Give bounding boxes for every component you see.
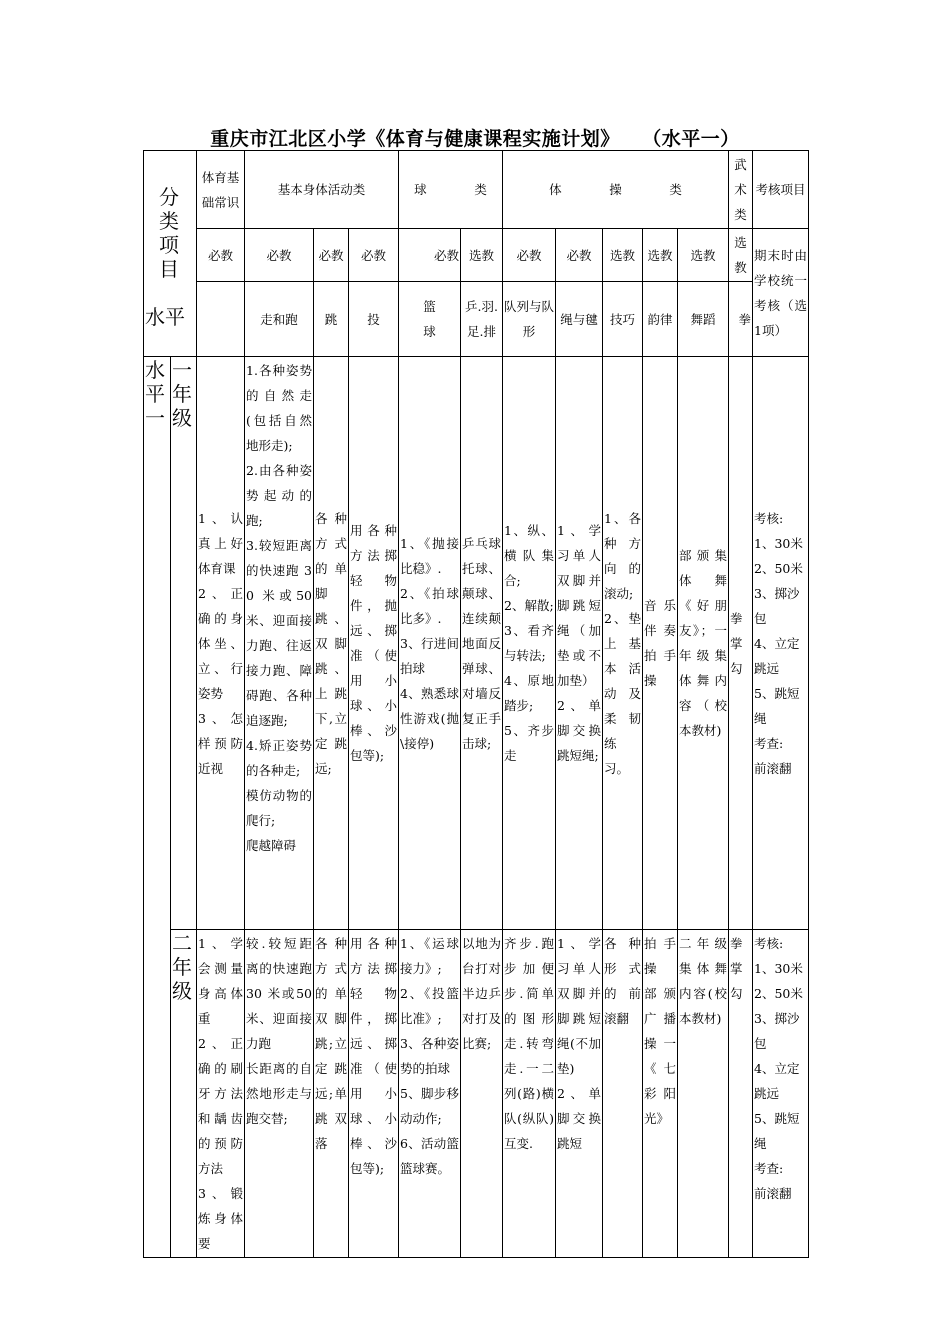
item-dance: 舞蹈 bbox=[678, 282, 729, 357]
type-dance: 选教 bbox=[678, 229, 729, 282]
grade-1-jump: 各种方式的单脚跳、双脚跳、上跳下,立定跳远; bbox=[314, 357, 349, 930]
type-formation: 必教 bbox=[503, 229, 556, 282]
grade-2-walk-run: 较.较短距离的快速跑 30 米或50米、迎面接力跑 长距离的自然地形走与跑交替; bbox=[245, 930, 314, 1258]
header-row-types bbox=[144, 229, 809, 282]
type-assessment: 期末时由学校统一考核（选1项） bbox=[753, 229, 809, 357]
grade-1-throw: 用各种方法掷轻物件，抛远、掷准（使用小球、小棒、沙包等); bbox=[349, 357, 399, 930]
grade-2-basic-knowledge: 1、学会测量身高体重 2、正确的刷牙方法和龋齿的预防方法 3、锻炼身体要 bbox=[197, 930, 245, 1258]
grade-2-formation: 齐步.跑步加便步.简单的图形走.转弯走.一二列(路)横队(纵队) 互变. bbox=[503, 930, 556, 1258]
type-basic-knowledge: 必教 bbox=[197, 229, 245, 282]
level-label: 水平 bbox=[145, 305, 185, 329]
item-skills: 技巧 bbox=[603, 282, 643, 357]
type-basketball: 必教 bbox=[399, 229, 461, 282]
item-basic-knowledge-empty bbox=[197, 282, 245, 357]
grade-2-assessment: 考核: 1、30米 2、50米 3、掷沙包 4、立定跳远 5、跳短绳 考查: 前滚翻 bbox=[753, 930, 809, 1258]
grade-2-label: 二 年 级 bbox=[171, 930, 197, 1258]
classify-label: 分 类 项 目 bbox=[159, 185, 179, 281]
item-throw: 投 bbox=[349, 282, 399, 357]
item-small-ball: 乒.羽.足.排 bbox=[461, 282, 503, 357]
grade-2-dance: 二年级集体舞内容(校本教材) bbox=[678, 930, 729, 1258]
grade-1-assessment: 考核: 1、30米 2、50米 3、掷沙包 4、立定跳远 5、跳短绳 考查: 前滚翻 bbox=[753, 357, 809, 930]
item-basketball: 篮 球 bbox=[399, 282, 461, 357]
cat-ball: 球 类 bbox=[399, 151, 503, 229]
grade-2-martial: 拳掌勾 bbox=[729, 930, 753, 1258]
grade-2-jump: 各种方式的单双脚跳;立定跳远;单跳双落 bbox=[314, 930, 349, 1258]
grade-1-walk-run: 1.各种姿势的自然走(包括自然地形走); 2.由各种姿势起动的跑; 3.较短距离的快速跑 30 米或50米、迎面接力跑、往返接力跑、障碍跑、各种追逐跑; 4.矫正姿势的各种走; 模仿动物的爬行; 爬越障碍 bbox=[245, 357, 314, 930]
grade-2-skills: 各种形式的前滚翻 bbox=[603, 930, 643, 1258]
table-row-grade-1 bbox=[144, 357, 809, 930]
type-rhythm: 选教 bbox=[643, 229, 678, 282]
title-main: 重庆市江北区小学《体育与健康课程实施计划》 bbox=[210, 128, 620, 150]
grade-1-small-ball: 乒乓球托球、颠球、连续颠地面反弹球、对墙反复正手击球; bbox=[461, 357, 503, 930]
cat-gymnastics: 体 操 类 bbox=[503, 151, 729, 229]
type-small-ball: 选教 bbox=[461, 229, 503, 282]
title-level: （水平一） bbox=[651, 128, 740, 150]
grade-1-rhythm: 音乐伴奏拍手操 bbox=[643, 357, 678, 930]
grade-1-label: 一 年 级 bbox=[171, 357, 197, 930]
cat-martial: 武术类 bbox=[729, 151, 753, 229]
grade-2-basketball: 1、《运球接力》; 2、《投篮比准》; 3、各种姿势的拍球 5、脚步移动动作; 6、活动篮篮球赛。 bbox=[399, 930, 461, 1258]
grade-1-basic-knowledge: 1、认真上好体育课 2、正确的身体坐、立、行姿势 3、怎样预防近视 bbox=[197, 357, 245, 930]
grade-2-small-ball: 以地为台打对半边乒对打及比赛; bbox=[461, 930, 503, 1258]
curriculum-table bbox=[143, 150, 809, 1258]
item-formation: 队列与队 形 bbox=[503, 282, 556, 357]
cat-basic-knowledge: 体育基础常识 bbox=[197, 151, 245, 229]
level-cell: 水 平 一 bbox=[144, 357, 171, 1258]
grade-1-formation: 1、纵、横队集合; 2、解散; 3、看齐与转法; 4、原地踏步; 5、齐步走 bbox=[503, 357, 556, 930]
header-row-items bbox=[144, 282, 809, 357]
cat-body-activities: 基本身体活动类 bbox=[245, 151, 399, 229]
type-martial: 选教 bbox=[729, 229, 753, 282]
type-rope: 必教 bbox=[556, 229, 603, 282]
item-rope: 绳与毽 bbox=[556, 282, 603, 357]
grade-1-dance: 部颁集体舞《好朋友》；一年级集体舞内容（校本教材) bbox=[678, 357, 729, 930]
header-row-categories bbox=[144, 151, 809, 229]
type-skills: 选教 bbox=[603, 229, 643, 282]
grade-1-skills: 1、各种方向的滚动; 2、垫上基本活动及柔韧练习。 bbox=[603, 357, 643, 930]
document-title bbox=[0, 124, 950, 151]
grade-2-rope: 1、学习单人双脚并脚跳短绳(不加垫) 2、单脚交换跳短 bbox=[556, 930, 603, 1258]
grade-2-throw: 用各种方法掷轻物件，掷远、掷准（使用小球、小棒、沙包等); bbox=[349, 930, 399, 1258]
grade-2-rhythm: 拍手操 部颁广播操一《七彩阳光》 bbox=[643, 930, 678, 1258]
classify-header bbox=[144, 151, 197, 357]
item-martial: 拳 bbox=[729, 282, 753, 357]
table-row-grade-2 bbox=[144, 930, 809, 1258]
type-throw: 必教 bbox=[349, 229, 399, 282]
item-rhythm: 韵律 bbox=[643, 282, 678, 357]
item-jump: 跳 bbox=[314, 282, 349, 357]
grade-1-martial: 拳掌勾 bbox=[729, 357, 753, 930]
type-walk-run: 必教 bbox=[245, 229, 314, 282]
item-walk-run: 走和跑 bbox=[245, 282, 314, 357]
grade-1-rope: 1、学习单人双脚并脚跳短绳（加垫或不加垫） 2、单脚交换跳短绳; bbox=[556, 357, 603, 930]
cat-assessment: 考核项目 bbox=[753, 151, 809, 229]
grade-1-basketball: 1、《抛接比稳》. 2、《拍球比多》. 3、行进间拍球 4、熟悉球性游戏(抛\接停) bbox=[399, 357, 461, 930]
type-jump: 必教 bbox=[314, 229, 349, 282]
